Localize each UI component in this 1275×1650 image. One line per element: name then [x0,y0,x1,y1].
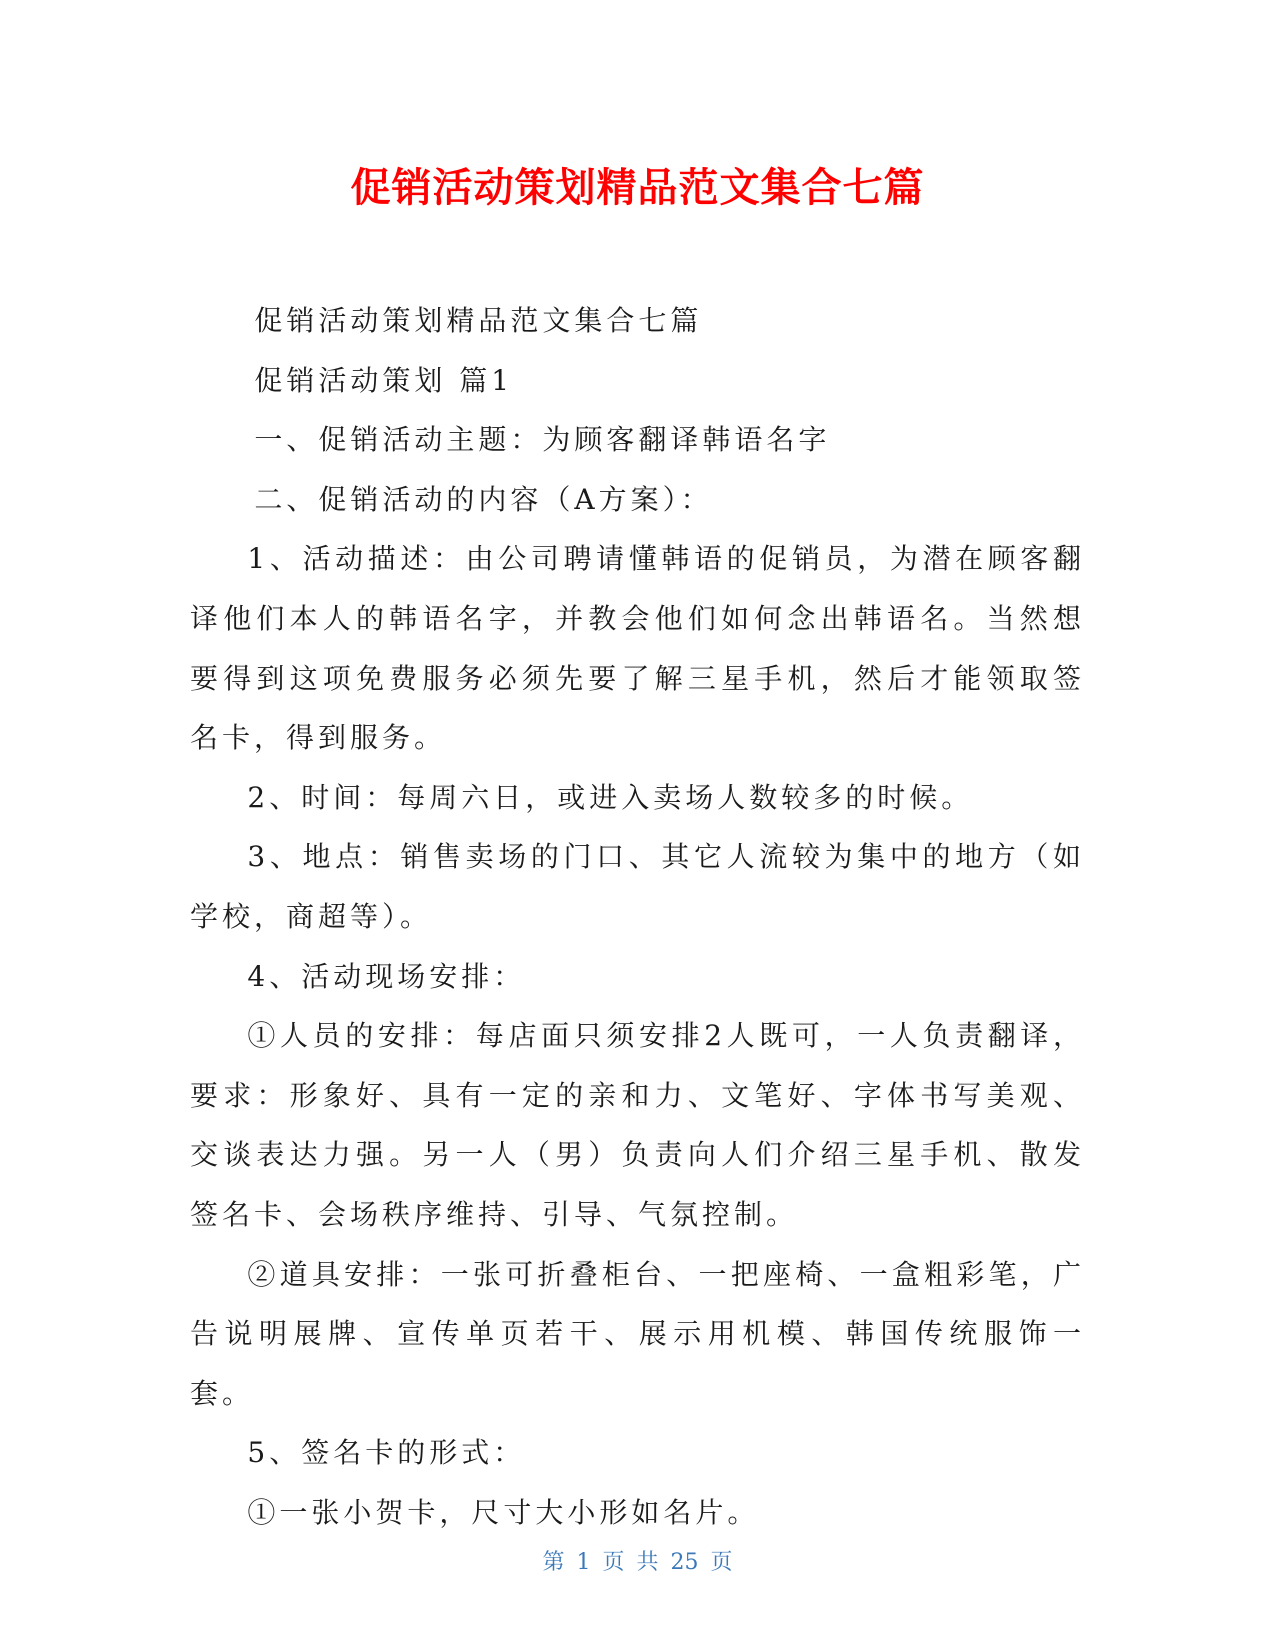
document-body [190,291,1085,1542]
paragraph-time: 2、时间：每周六日，或进入卖场人数较多的时候。 [247,780,974,814]
footer-label-unit: 页 [602,1550,625,1575]
page-footer [0,1548,1275,1578]
paragraph-description: 1、活动描述：由公司聘请懂韩语的促销员，为潜在顾客翻译他们本人的韩语名字，并教会他们如何念出韩语名。当然想要得到这项免费服务必须先要了解三星手机，然后才能领取签名卡，得到服务。 [190,542,1085,755]
paragraph-card-form: 5、签名卡的形式： [247,1436,526,1470]
footer-label-page: 第 [542,1550,565,1575]
paragraph-section-label: 促销活动策划 篇1 [254,363,514,397]
footer-label-unit-end: 页 [710,1550,733,1575]
paragraph-heading: 促销活动策划精品范文集合七篇 [254,304,703,337]
paragraph-content-plan: 二、促销活动的内容（A方案）： [254,482,713,516]
footer-label-total: 共 [636,1550,659,1575]
paragraph-arrangement: 4、活动现场安排： [247,959,526,993]
paragraph-theme: 一、促销活动主题：为顾客翻译韩语名字 [254,423,831,457]
paragraph-card-size: ①一张小贺卡，尺寸大小形如名片。 [247,1495,760,1529]
paragraph-staff: ①人员的安排：每店面只须安排2人既可，一人负责翻译，要求：形象好、具有一定的亲和力、文笔好、字体书写美观、交谈表达力强。另一人（男）负责向人们介绍三星手机、散发签名卡、会场秩序维持、引导、气氛控制。 [190,1019,1085,1231]
document-title: 促销活动策划精品范文集合七篇 [350,165,925,211]
paragraph-props: ②道具安排：一张可折叠柜台、一把座椅、一盒粗彩笔，广告说明展牌、宣传单页若干、展示用机模、韩国传统服饰一套。 [190,1257,1085,1410]
paragraph-location: 3、地点：销售卖场的门口、其它人流较为集中的地方（如学校，商超等）。 [190,840,1085,933]
footer-current-page: 1 [576,1550,591,1575]
footer-total-pages: 25 [670,1550,699,1575]
